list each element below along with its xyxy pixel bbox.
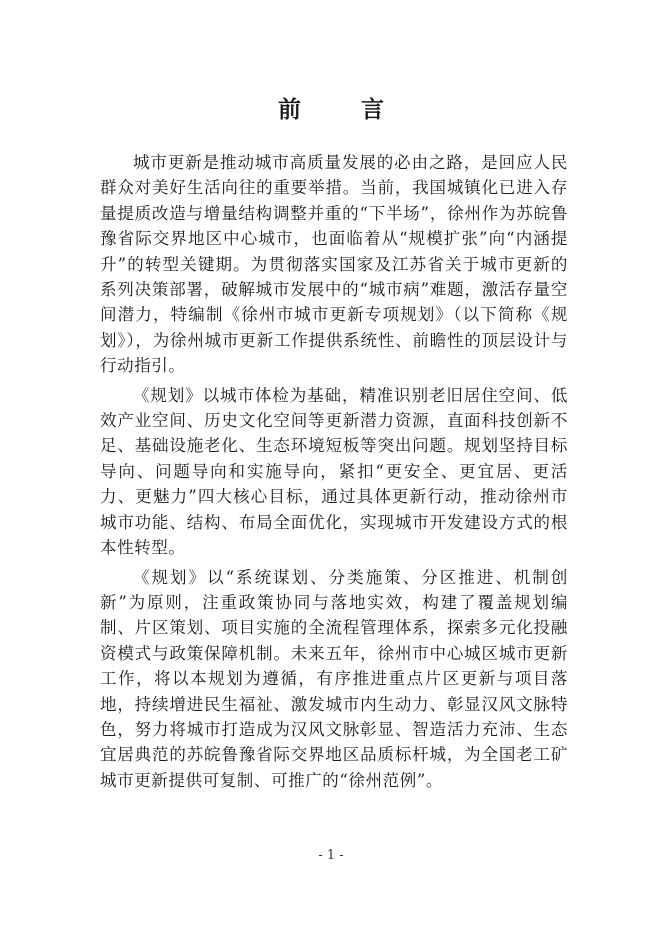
paragraph-3: 《规划》以“系统谋划、分类施策、分区推进、机制创新”为原则，注重政策协同与落地实效，构建了覆盖规划编制、片区策划、项目实施的全流程管理体系，探索多元化投融资模式与政策保障机制。未来五年，徐州市中心城区城市更新工作，将以本规划为遵循，有序推进重点片区更新与项目落地，持续增进民生福祉、激发城市内生动力、彰显汉风文脉特色，努力将城市打造成为汉风文脉彰显、智造活力充沛、生态宜居典范的苏皖鲁豫省际交界地区品质标杆城，为全国老工矿城市更新提供可复制、可推广的“徐州范例”。 bbox=[100, 567, 568, 790]
paragraph-2: 《规划》以城市体检为基础，精准识别老旧居住空间、低效产业空间、历史文化空间等更新潜力资源，直面科技创新不足、基础设施老化、生态环境短板等突出问题。规划坚持目标导向、问题导向和实施导向，紧扣“更安全、更宜居、更活力、更魅力”四大核心目标，通过具体更新行动，推动徐州市城市功能、结构、布局全面优化，实现城市开发建设方式的根本性转型。 bbox=[100, 385, 568, 558]
paragraph-1: 城市更新是推动城市高质量发展的必由之路，是回应人民群众对美好生活向往的重要举措。当前，我国城镇化已进入存量提质改造与增量结构调整并重的“下半场”，徐州作为苏皖鲁豫省际交界地区中心城市，也面临着从“规模扩张”向“内涵提升”的转型关键期。为贯彻落实国家及江苏省关于城市更新的系列决策部署，破解城市发展中的“城市病”难题，激活存量空间潜力，特编制《徐州市城市更新专项规划》（以下简称《规划》），为徐州城市更新工作提供系统性、前瞻性的顶层设计与行动指引。 bbox=[100, 153, 568, 376]
page-number: - 1 - bbox=[318, 848, 344, 863]
document-body bbox=[100, 150, 568, 793]
page-title: 前 言 bbox=[277, 96, 410, 123]
